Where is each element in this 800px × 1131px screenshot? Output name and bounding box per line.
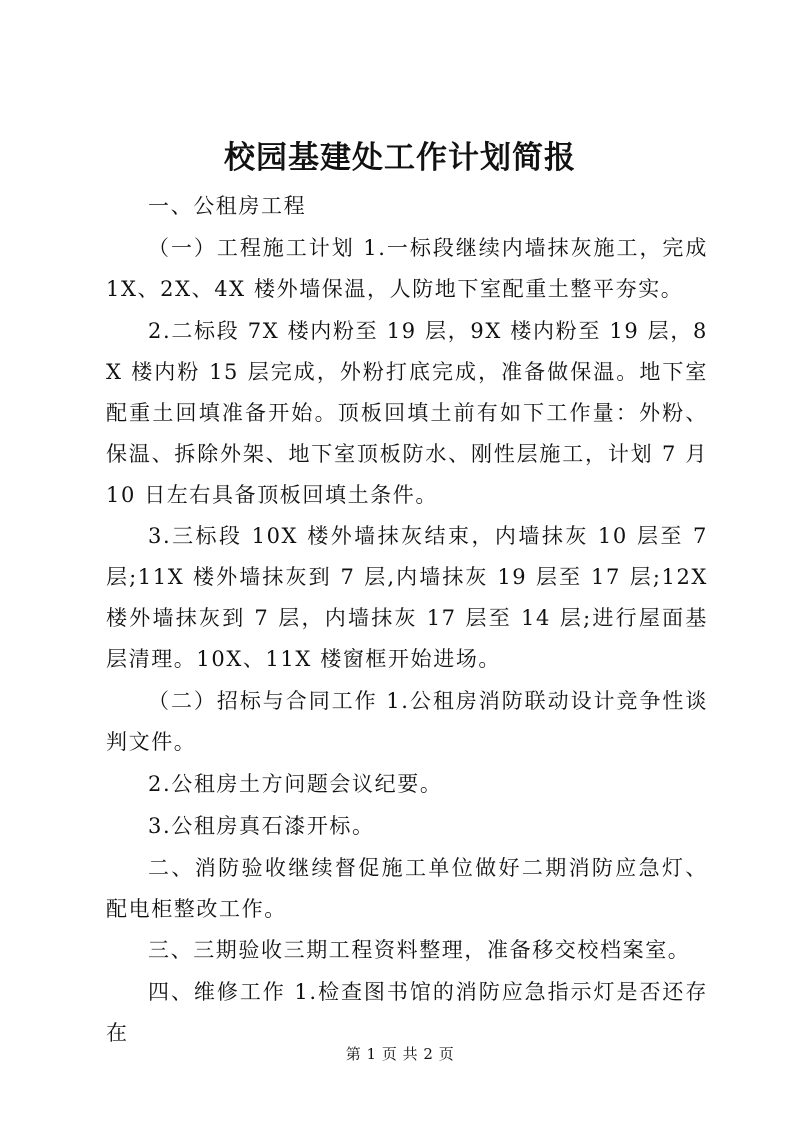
- document-title: 校园基建处工作计划简报: [224, 140, 576, 176]
- paragraph-phase-3-acceptance: 三、三期验收三期工程资料整理，准备移交校档案室。: [148, 938, 691, 963]
- page-footer: 第 1 页 共 2 页: [345, 1045, 455, 1063]
- paragraph-section-1-heading: 一、公租房工程: [148, 194, 307, 218]
- paragraph-bidding-contract: （二）招标与合同工作 1.公租房消防联动设计竞争性谈判文件。: [106, 689, 708, 755]
- paragraph-section-3-lot: 3.三标段 10X 楼外墙抹灰结束，内墙抹灰 10 层至 7 层;11X 楼外墙抹灰到 7 层,内墙抹灰 19 层至 17 层;12X 楼外墙抹灰到 7 层，内墙抹灰 17 层至 14 层;进行屋面基层清理。10X、11X 楼窗框开始进场。: [106, 524, 708, 672]
- paragraph-maintenance: 四、维修工作 1.检查图书馆的消防应急指示灯是否还存在: [106, 980, 708, 1046]
- paragraph-section-2-lot: 2.二标段 7X 楼内粉至 19 层，9X 楼内粉至 19 层，8X 楼内粉 15 层完成，外粉打底完成，准备做保温。地下室配重土回填准备开始。顶板回填土前有如下工作量：外粉、保温、拆除外架、地下室顶板防水、刚性层施工，计划 7 月 10 日左右具备顶板回填土条件。: [106, 318, 708, 507]
- document-body: [106, 186, 708, 1054]
- paragraph-meeting-minutes: 2.公租房土方问题会议纪要。: [148, 771, 443, 796]
- paragraph-paint-bid-opening: 3.公租房真石漆开标。: [148, 813, 375, 838]
- paragraph-construction-plan: （一）工程施工计划 1.一标段继续内墙抹灰施工，完成 1X、2X、4X 楼外墙保温，人防地下室配重土整平夯实。: [106, 235, 708, 301]
- paragraph-fire-acceptance: 二、消防验收继续督促施工单位做好二期消防应急灯、配电柜整改工作。: [106, 855, 708, 921]
